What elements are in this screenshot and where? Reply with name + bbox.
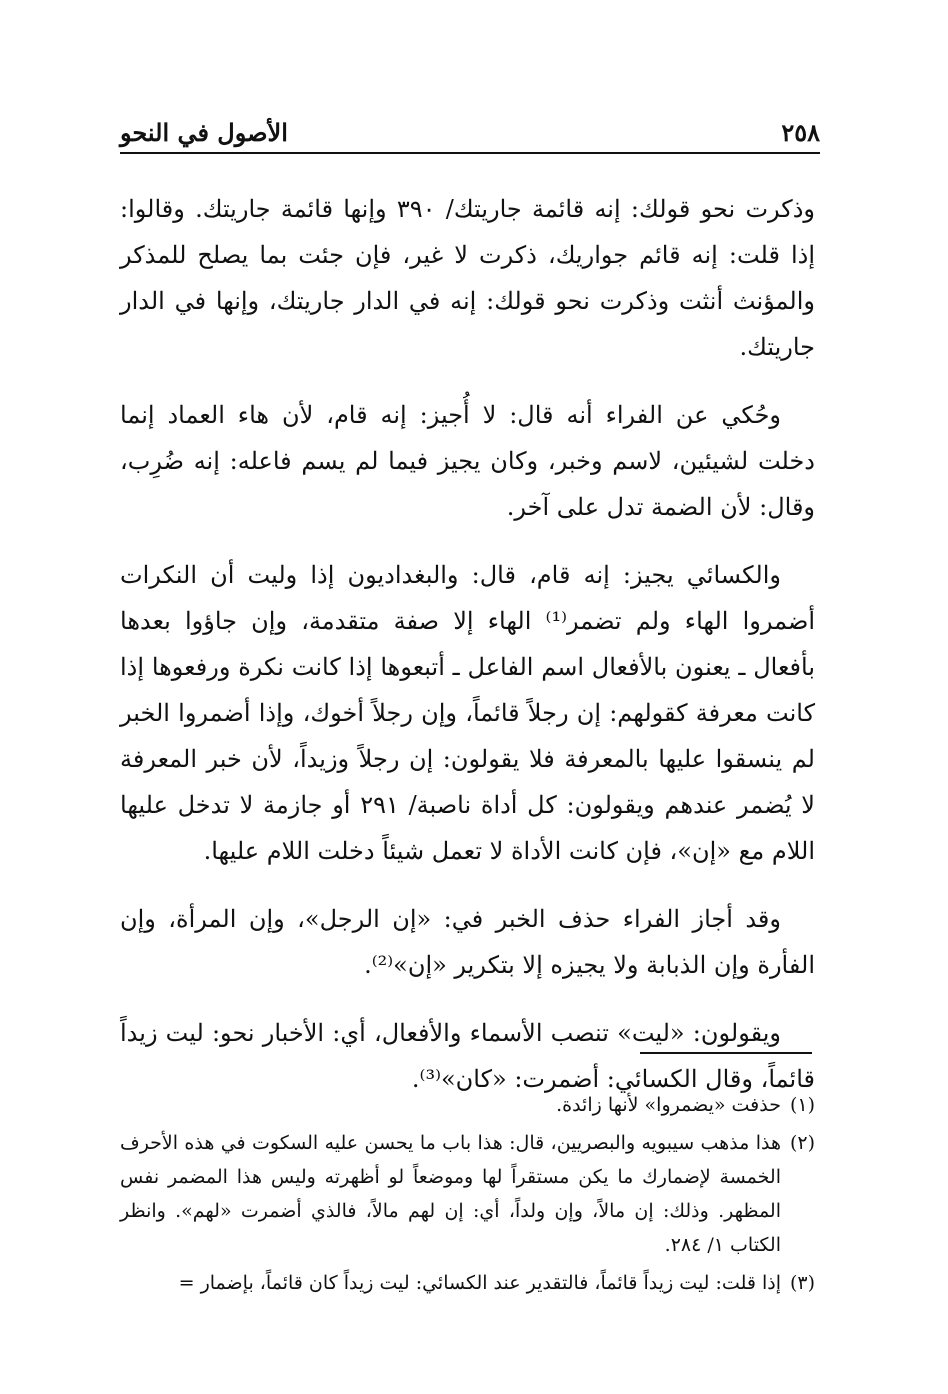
footnote-number: (٢) [789, 1132, 815, 1154]
footnote-text: إذا قلت: ليت زيداً قائماً، فالتقدير عند الكسائي: ليت زيداً كان قائماً، بإضمار = [178, 1272, 781, 1294]
page-header [120, 112, 820, 152]
footnote-number: (١) [789, 1094, 815, 1116]
paragraph: وقد أجاز الفراء حذف الخبر في: «إن الرجل»، وإن المرأة، وإن الفأرة وإن الذبابة ولا يجيزه إلا بتكرير «إن»⁽²⁾. [120, 905, 815, 979]
footnote [120, 1126, 815, 1262]
paragraph: وحُكي عن الفراء أنه قال: لا أُجيز: إنه قام، لأن هاء العماد إنما دخلت لشيئين، لاسم وخبر، وكان يجيز فيما لم يسم فاعله: إنه ضُرِب، وقال: لأن الضمة تدل على آخر. [120, 401, 815, 521]
footnote-number: (٣) [789, 1272, 815, 1294]
running-title: الأصول في النحو [120, 118, 288, 147]
footnote-rule [640, 1052, 812, 1054]
paragraph: وذكرت نحو قولك: إنه قائمة جاريتك/ ٣٩٠ وإنها قائمة جاريتك. وقالوا: إذا قلت: إنه قائم جواريك، ذكرت لا غير، فإن جئت بما يصلح للمذكر والمؤنث أنثت وذكرت نحو قولك: إنه في الدار جاريتك، وإنها في الدار جاريتك. [120, 195, 815, 361]
footnote [120, 1266, 815, 1300]
page-number: ٢٥٨ [781, 118, 820, 147]
footnote [120, 1088, 815, 1122]
paragraph: والكسائي يجيز: إنه قام، قال: والبغداديون إذا وليت أن النكرات أضمروا الهاء ولم تضمر⁽¹⁾ الهاء إلا صفة متقدمة، وإن جاؤوا بعدها بأفعال ـ يعنون بالأفعال اسم الفاعل ـ أتبعوها إذا كانت نكرة ورفعوها إذا كانت معرفة كقولهم: إن رجلاً قائماً، وإن رجلاً أخوك، وإذا أضمروا الخبر لم ينسقوا عليها بالمعرفة فلا يقولون: إن رجلاً وزيداً، لأن خبر المعرفة لا يُضمر عندهم ويقولون: كل أداة ناصبة/ ٢٩١ أو جازمة لا تدخل عليها اللام مع «إن»، فإن كانت الأداة لا تعمل شيئاً دخلت اللام عليها. [120, 561, 816, 865]
main-text [120, 186, 815, 1124]
footnotes [120, 1088, 815, 1304]
footnote-text: حذفت «يضمروا» لأنها زائدة. [556, 1094, 781, 1116]
header-rule [120, 152, 820, 154]
footnote-text: هذا مذهب سيبويه والبصريين، قال: هذا باب ما يحسن عليه السكوت في هذه الأحرف الخمسة لإضمارك ما يكن مستقراً لها وموضعاً لو أظهرته وليس هذا المضمر نفس المظهر. وذلك: إن مالاً، وإن ولداً، أي: إن لهم مالاً، فالذي أضمرت «لهم». وانظر الكتاب ١/ ٢٨٤. [120, 1132, 781, 1256]
paragraph: ويقولون: «ليت» تنصب الأسماء والأفعال، أي: الأخبار نحو: ليت زيداً قائماً، وقال الكسائي: أضمرت: «كان»⁽³⁾. [120, 1019, 815, 1093]
